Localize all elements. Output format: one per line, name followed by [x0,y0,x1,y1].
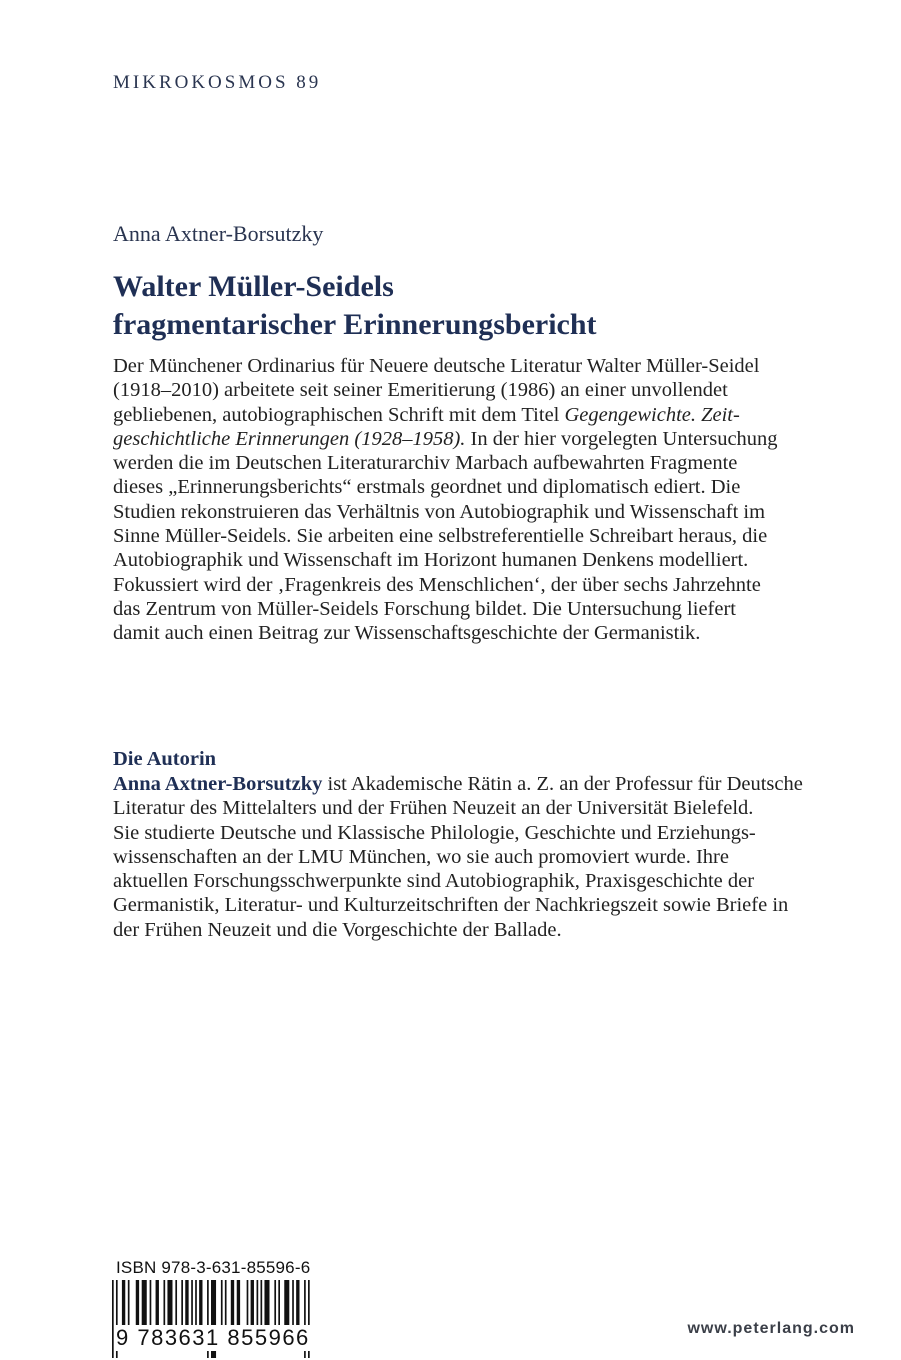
about-author-text [113,772,855,942]
barcode-bar [225,1280,227,1328]
title-line-1: Walter Müller-Seidels [113,270,394,303]
barcode-bar [142,1280,147,1328]
barcode-bar [156,1280,159,1328]
about-line: Sie studierte Deutsche und Klassische Philologie, Geschichte und Erziehungs- [113,821,756,844]
series-name: MIKROKOSMOS 89 [113,72,322,93]
blurb-line [113,427,855,451]
barcode-bar [247,1280,249,1328]
about-line: Literatur des Mittelalters und der Frühen Neuzeit an der Universität Bielefeld. [113,797,754,820]
about-line [113,772,855,796]
blurb-italic-title: geschichtliche Erinnerungen (1928–1958). [113,427,466,450]
blurb-text: gebliebenen, autobiographischen Schrift mit dem Titel [113,403,565,426]
barcode-bar [261,1280,263,1328]
barcode-bar [274,1280,276,1328]
barcode-digits: 9 783631 855966 [116,1325,310,1350]
about-line: aktuellen Forschungsschwerpunkte sind Autobiographik, Praxisgeschichte der [113,870,755,893]
barcode-bar [278,1280,280,1328]
about-text: ist Akademische Rätin a. Z. an der Professur für Deutsche [322,773,803,795]
barcode-bar [128,1280,130,1328]
barcode-bar [221,1280,223,1328]
author-name: Anna Axtner-Borsutzky [113,221,324,246]
barcode-bar [167,1280,172,1328]
barcode-bar [175,1280,177,1328]
about-line: Germanistik, Literatur- und Kulturzeitschriften der Nachkriegszeit sowie Briefe in [113,894,789,917]
barcode-bar [136,1280,139,1328]
barcode-bar [264,1280,269,1328]
blurb-italic-title: Gegengewichte. Zeit- [564,403,740,426]
isbn-label: ISBN 978-3-631-85596-6 [116,1258,311,1277]
barcode-bar [181,1280,183,1328]
about-author-name: Anna Axtner-Borsutzky [113,773,323,795]
barcode-bar [237,1280,240,1328]
blurb-line: das Zentrum von Müller-Seidels Forschung bildet. Die Untersuchung liefert [113,597,736,620]
barcode-bar [195,1280,197,1328]
book-description [113,354,855,646]
blurb-line: dieses „Erinnerungsberichts“ erstmals geordnet und diplomatisch ediert. Die [113,476,741,499]
publisher-website: www.peterlang.com [687,1320,855,1337]
barcode-bar [191,1280,193,1328]
blurb-line: Der Münchener Ordinarius für Neuere deutsche Literatur Walter Müller-Seidel [113,355,760,377]
blurb-line: damit auch einen Beitrag zur Wissenschaftsgeschichte der Germanistik. [113,622,701,645]
book-title [113,268,853,344]
barcode-bar [122,1280,125,1328]
barcode-bar [163,1280,165,1328]
barcode-bar [199,1280,202,1328]
about-line: der Frühen Neuzeit und die Vorgeschichte der Ballade. [113,918,562,941]
blurb-line: Autobiographik und Wissenschaft im Horizont humanen Denkens modelliert. [113,549,749,572]
about-author-heading: Die Autorin [113,748,217,770]
blurb-line [113,403,855,427]
barcode-bar [185,1280,188,1328]
blurb-line: Sinne Müller-Seidels. Sie arbeiten eine selbstreferentielle Schreibart heraus, die [113,525,768,548]
barcode-bar [150,1280,152,1328]
barcode-bar [292,1280,294,1328]
title-line-2: fragmentarischer Erinnerungsbericht [113,308,597,341]
about-line: wissenschaften an der LMU München, wo sie auch promoviert wurde. Ihre [113,845,729,868]
blurb-text: In der hier vorgelegten Untersuchung [465,427,778,450]
barcode-bar [296,1280,299,1328]
barcode-bar [251,1280,254,1328]
blurb-line: Fokussiert wird der ‚Fragenkreis des Menschlichen‘, der über sechs Jahrzehnte [113,573,761,596]
blurb-line: Studien rekonstruieren das Verhältnis von Autobiographik und Wissenschaft im [113,500,766,523]
barcode-bar [284,1280,289,1328]
barcode-bar [231,1280,234,1328]
barcode-bar [257,1280,259,1328]
blurb-line: (1918–2010) arbeitete seit seiner Emeritierung (1986) an einer unvollendet [113,379,728,402]
blurb-line: werden die im Deutschen Literaturarchiv Marbach aufbewahrten Fragmente [113,452,738,475]
